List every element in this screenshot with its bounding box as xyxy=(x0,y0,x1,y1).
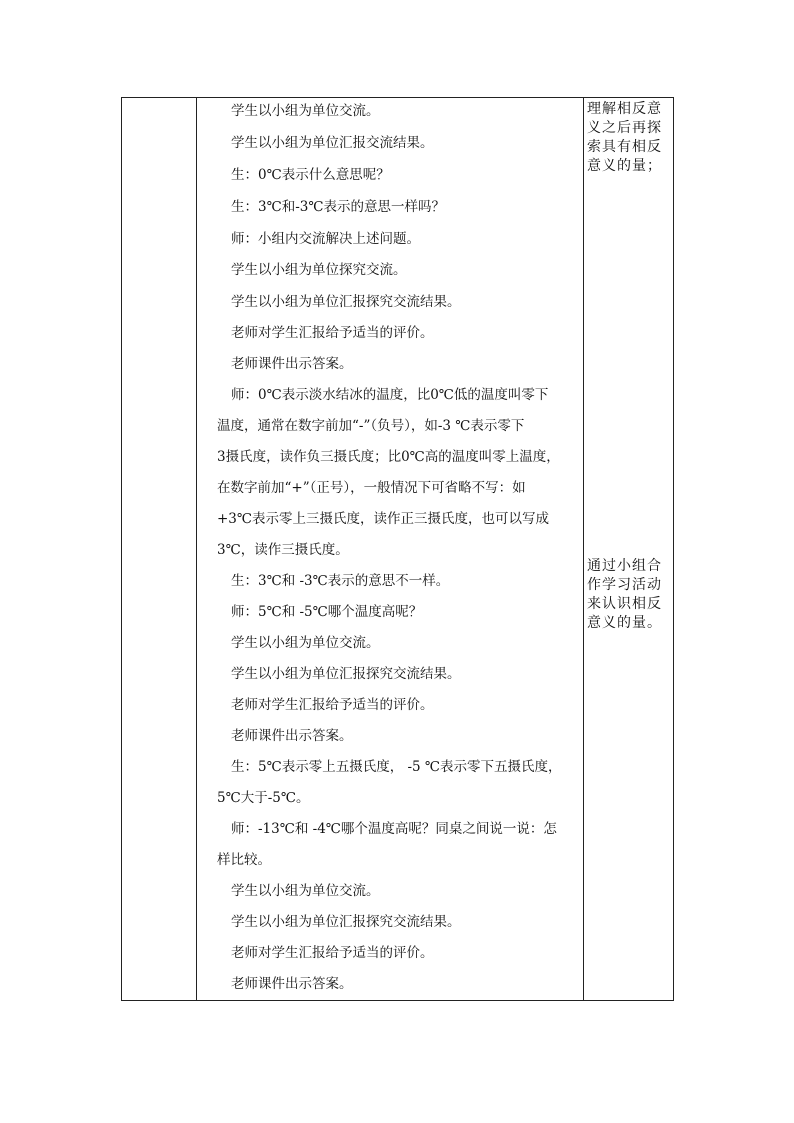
text-line: +3℃表示零上三摄氏度，读作正三摄氏度，也可以写成 xyxy=(217,511,550,527)
text-line: 样比较。 xyxy=(217,852,271,868)
text-line: 老师课件出示答案。 xyxy=(231,356,353,372)
text-line: 师：小组内交流解决上述问题。 xyxy=(231,231,420,247)
text-line: 温度，通常在数字前加“-”（负号），如-3 ℃表示零下 xyxy=(217,418,525,434)
text-line: 老师课件出示答案。 xyxy=(231,976,353,992)
design-intent-note: 通过小组合作学习活动来认识相反意义的量。 xyxy=(587,558,662,631)
text-line: 学生以小组为单位汇报探究交流结果。 xyxy=(231,914,461,930)
text-line: 老师课件出示答案。 xyxy=(231,728,353,744)
text-line: 生：5℃表示零上五摄氏度， -5 ℃表示零下五摄氏度， xyxy=(231,759,562,775)
text-line: 师：-13℃和 -4℃哪个温度高呢？同桌之间说一说：怎 xyxy=(231,821,557,837)
text-line: 学生以小组为单位交流。 xyxy=(231,103,380,119)
text-line: 学生以小组为单位汇报探究交流结果。 xyxy=(231,666,461,682)
design-intent-note: 理解相反意义之后再探索具有相反意义的量； xyxy=(587,101,662,174)
text-line: 学生以小组为单位交流。 xyxy=(231,883,380,899)
text-line: 生：3℃和 -3℃表示的意思不一样。 xyxy=(231,573,450,589)
text-line: 生：3℃和-3℃表示的意思一样吗？ xyxy=(231,199,445,215)
text-line: 学生以小组为单位汇报探究交流结果。 xyxy=(231,294,461,310)
text-line: 3℃，读作三摄氏度。 xyxy=(217,542,349,558)
text-line: 生：0℃表示什么意思呢？ xyxy=(231,167,390,183)
text-line: 学生以小组为单位探究交流。 xyxy=(231,262,407,278)
text-line: 师：5℃和 -5℃哪个温度高呢？ xyxy=(231,604,423,620)
text-line: 学生以小组为单位交流。 xyxy=(231,635,380,651)
lesson-table xyxy=(121,97,674,1001)
text-line: 师：0℃表示淡水结冰的温度，比0℃低的温度叫零下 xyxy=(231,387,549,403)
text-line: 3摄氏度，读作负三摄氏度；比0℃高的温度叫零上温度， xyxy=(217,449,560,465)
text-line: 在数字前加“+”（正号），一般情况下可省略不写：如 xyxy=(217,480,526,496)
text-line: 学生以小组为单位汇报交流结果。 xyxy=(231,135,434,151)
text-line: 老师对学生汇报给予适当的评价。 xyxy=(231,325,434,341)
column-divider-left xyxy=(196,98,197,1000)
text-line: 老师对学生汇报给予适当的评价。 xyxy=(231,945,434,961)
text-line: 老师对学生汇报给予适当的评价。 xyxy=(231,697,434,713)
text-line: 5℃大于-5℃。 xyxy=(217,790,310,806)
